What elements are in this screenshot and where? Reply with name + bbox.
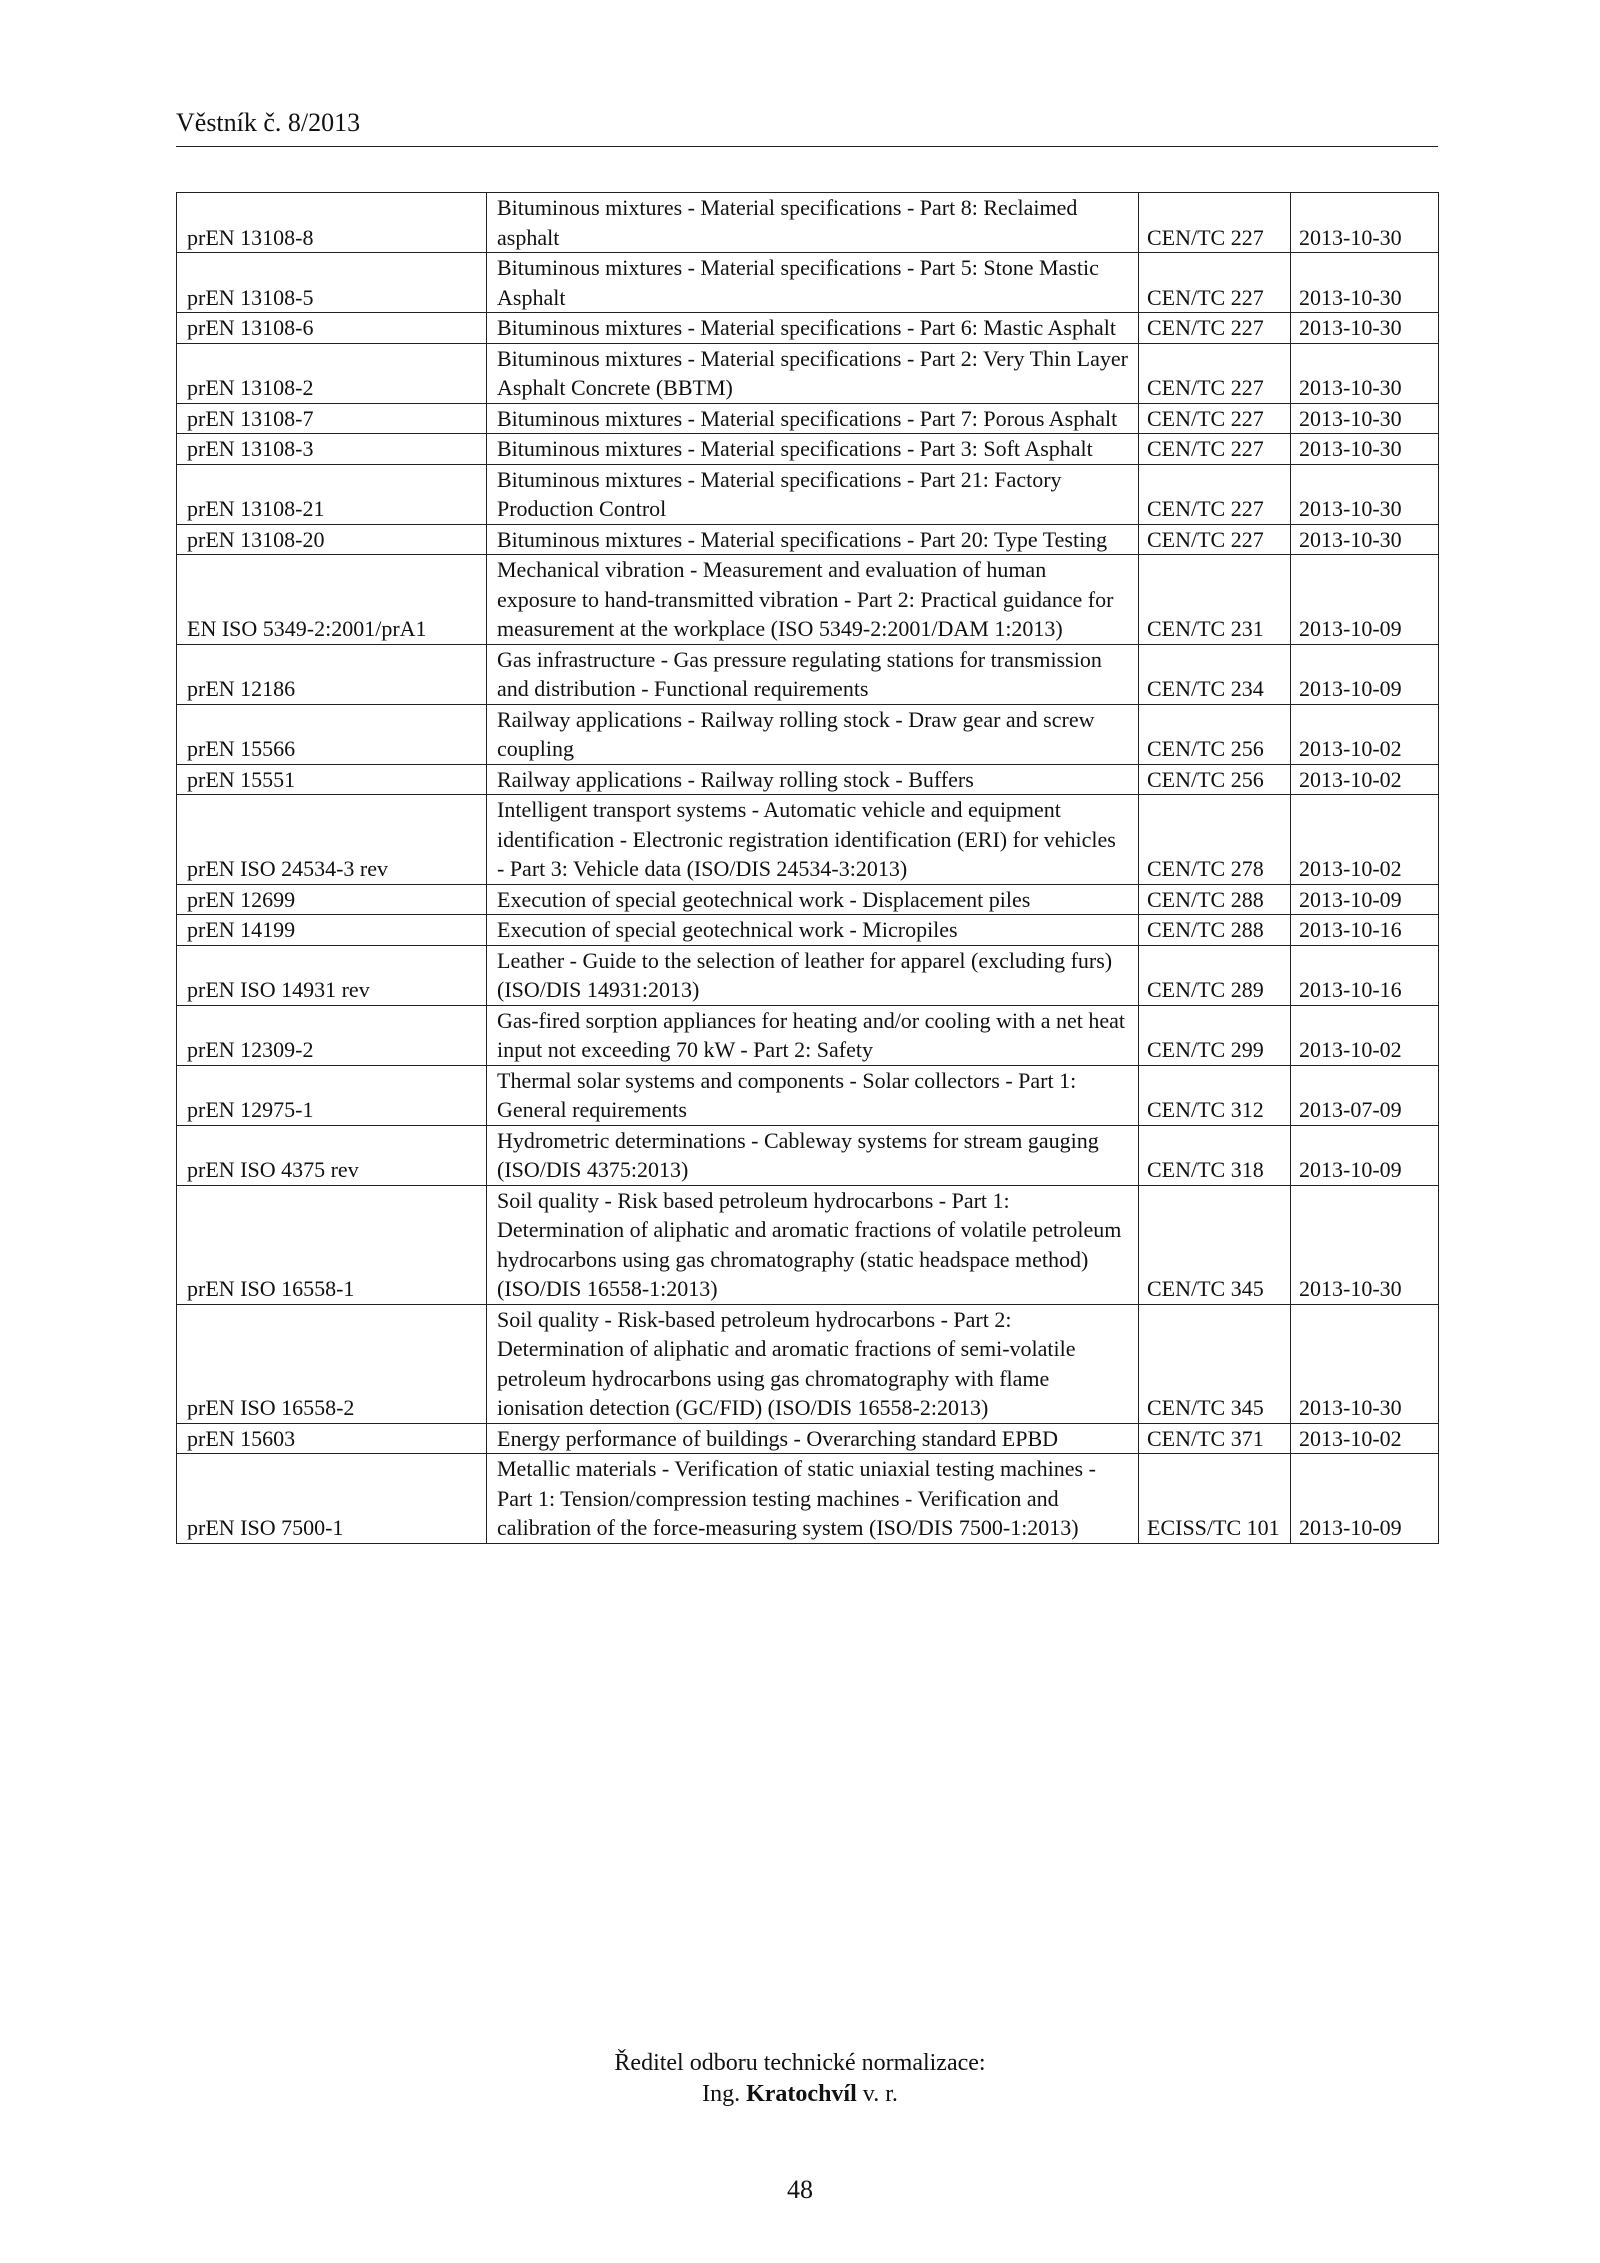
title-cell: Bituminous mixtures - Material specifications - Part 6: Mastic Asphalt	[487, 313, 1139, 344]
deadline-date-cell: 2013-10-09	[1291, 1125, 1439, 1185]
title-cell: Bituminous mixtures - Material specifications - Part 21: Factory Production Control	[487, 464, 1139, 524]
table-row	[177, 1454, 1439, 1544]
committee-cell: CEN/TC 227	[1139, 253, 1291, 313]
deadline-date-cell: 2013-10-30	[1291, 253, 1439, 313]
standard-code-cell: prEN ISO 14931 rev	[177, 945, 487, 1005]
table-row	[177, 1065, 1439, 1125]
standard-code-cell: prEN 13108-8	[177, 193, 487, 253]
standard-code-cell: prEN 12975-1	[177, 1065, 487, 1125]
committee-cell: CEN/TC 227	[1139, 403, 1291, 434]
standard-code-cell: prEN ISO 4375 rev	[177, 1125, 487, 1185]
committee-cell: CEN/TC 318	[1139, 1125, 1291, 1185]
title-cell: Bituminous mixtures - Material specifications - Part 3: Soft Asphalt	[487, 434, 1139, 465]
title-cell: Bituminous mixtures - Material specifications - Part 2: Very Thin Layer Asphalt Concrete (BBTM)	[487, 343, 1139, 403]
table-row	[177, 253, 1439, 313]
standard-code-cell: prEN ISO 7500-1	[177, 1454, 487, 1544]
committee-cell: CEN/TC 371	[1139, 1423, 1291, 1454]
table-row	[177, 1185, 1439, 1304]
title-cell: Intelligent transport systems - Automatic vehicle and equipment identification - Electronic registration identification (ERI) for vehicles - Part 3: Vehicle data (ISO/DIS 24534-3:2013)	[487, 795, 1139, 885]
title-cell: Railway applications - Railway rolling stock - Buffers	[487, 764, 1139, 795]
committee-cell: CEN/TC 312	[1139, 1065, 1291, 1125]
standard-code-cell: prEN 12186	[177, 644, 487, 704]
standard-code-cell: prEN 12699	[177, 884, 487, 915]
title-cell: Mechanical vibration - Measurement and evaluation of human exposure to hand-transmitted vibration - Part 2: Practical guidance for measurement at the workplace (ISO 5349-2:2001/DAM 1:2013)	[487, 555, 1139, 645]
standard-code-cell: prEN ISO 16558-2	[177, 1304, 487, 1423]
standards-table	[176, 192, 1439, 1544]
title-cell: Bituminous mixtures - Material specifications - Part 5: Stone Mastic Asphalt	[487, 253, 1139, 313]
deadline-date-cell: 2013-10-30	[1291, 403, 1439, 434]
standard-code-cell: prEN 15566	[177, 704, 487, 764]
title-cell: Bituminous mixtures - Material specifications - Part 20: Type Testing	[487, 524, 1139, 555]
committee-cell: CEN/TC 256	[1139, 704, 1291, 764]
committee-cell: CEN/TC 227	[1139, 434, 1291, 465]
standard-code-cell: prEN 13108-7	[177, 403, 487, 434]
page-header: Věstník č. 8/2013	[176, 108, 361, 137]
committee-cell: CEN/TC 256	[1139, 764, 1291, 795]
deadline-date-cell: 2013-10-09	[1291, 644, 1439, 704]
title-cell: Leather - Guide to the selection of leather for apparel (excluding furs) (ISO/DIS 14931:2013)	[487, 945, 1139, 1005]
title-cell: Thermal solar systems and components - Solar collectors - Part 1: General requirements	[487, 1065, 1139, 1125]
table-row	[177, 795, 1439, 885]
committee-cell: CEN/TC 345	[1139, 1304, 1291, 1423]
table-row	[177, 403, 1439, 434]
deadline-date-cell: 2013-10-16	[1291, 915, 1439, 946]
committee-cell: CEN/TC 227	[1139, 313, 1291, 344]
deadline-date-cell: 2013-10-09	[1291, 1454, 1439, 1544]
table-row	[177, 434, 1439, 465]
table-row	[177, 343, 1439, 403]
standard-code-cell: prEN 13108-2	[177, 343, 487, 403]
committee-cell: ECISS/TC 101	[1139, 1454, 1291, 1544]
deadline-date-cell: 2013-10-30	[1291, 1185, 1439, 1304]
deadline-date-cell: 2013-10-30	[1291, 434, 1439, 465]
title-cell: Gas infrastructure - Gas pressure regulating stations for transmission and distribution - Functional requirements	[487, 644, 1139, 704]
table-row	[177, 915, 1439, 946]
table-row	[177, 313, 1439, 344]
standard-code-cell: prEN 13108-21	[177, 464, 487, 524]
committee-cell: CEN/TC 299	[1139, 1005, 1291, 1065]
table-row	[177, 1423, 1439, 1454]
signature-title: Ředitel odboru technické normalizace:	[614, 2050, 986, 2076]
standard-code-cell: prEN ISO 16558-1	[177, 1185, 487, 1304]
signature-block	[0, 2048, 1600, 2110]
committee-cell: CEN/TC 231	[1139, 555, 1291, 645]
deadline-date-cell: 2013-10-30	[1291, 343, 1439, 403]
signature-prefix: Ing.	[702, 2081, 741, 2107]
table-row	[177, 945, 1439, 1005]
committee-cell: CEN/TC 227	[1139, 464, 1291, 524]
table-row	[177, 193, 1439, 253]
title-cell: Gas-fired sorption appliances for heating and/or cooling with a net heat input not exceeding 70 kW - Part 2: Safety	[487, 1005, 1139, 1065]
committee-cell: CEN/TC 288	[1139, 915, 1291, 946]
standard-code-cell: prEN 12309-2	[177, 1005, 487, 1065]
title-cell: Soil quality - Risk based petroleum hydrocarbons - Part 1: Determination of aliphatic and aromatic fractions of volatile petroleum hydrocarbons using gas chromatography (static headspace method) (ISO/DIS 16558-1:2013)	[487, 1185, 1139, 1304]
page-number: 48	[787, 2175, 813, 2204]
deadline-date-cell: 2013-10-30	[1291, 313, 1439, 344]
deadline-date-cell: 2013-10-16	[1291, 945, 1439, 1005]
deadline-date-cell: 2013-10-02	[1291, 704, 1439, 764]
table-row	[177, 555, 1439, 645]
title-cell: Bituminous mixtures - Material specifications - Part 7: Porous Asphalt	[487, 403, 1139, 434]
title-cell: Execution of special geotechnical work - Micropiles	[487, 915, 1139, 946]
standard-code-cell: prEN 15603	[177, 1423, 487, 1454]
signature-name: Kratochvíl	[746, 2081, 857, 2107]
deadline-date-cell: 2013-10-30	[1291, 524, 1439, 555]
table-row	[177, 1005, 1439, 1065]
table-row	[177, 1125, 1439, 1185]
title-cell: Metallic materials - Verification of static uniaxial testing machines - Part 1: Tension/compression testing machines - Verification and calibration of the force-measuring system (ISO/DIS 7500-1:2013)	[487, 1454, 1139, 1544]
deadline-date-cell: 2013-10-02	[1291, 1005, 1439, 1065]
title-cell: Energy performance of buildings - Overarching standard EPBD	[487, 1423, 1139, 1454]
standard-code-cell: prEN 13108-20	[177, 524, 487, 555]
deadline-date-cell: 2013-10-09	[1291, 555, 1439, 645]
title-cell: Railway applications - Railway rolling stock - Draw gear and screw coupling	[487, 704, 1139, 764]
standard-code-cell: prEN 13108-3	[177, 434, 487, 465]
standard-code-cell: prEN 14199	[177, 915, 487, 946]
committee-cell: CEN/TC 234	[1139, 644, 1291, 704]
table-row	[177, 884, 1439, 915]
title-cell: Bituminous mixtures - Material specifications - Part 8: Reclaimed asphalt	[487, 193, 1139, 253]
table-row	[177, 1304, 1439, 1423]
signature-suffix: v. r.	[862, 2081, 898, 2107]
deadline-date-cell: 2013-10-02	[1291, 1423, 1439, 1454]
committee-cell: CEN/TC 289	[1139, 945, 1291, 1005]
title-cell: Execution of special geotechnical work - Displacement piles	[487, 884, 1139, 915]
standard-code-cell: prEN 13108-6	[177, 313, 487, 344]
header-divider	[176, 146, 1438, 147]
table-row	[177, 464, 1439, 524]
committee-cell: CEN/TC 345	[1139, 1185, 1291, 1304]
signature-name-line	[0, 2079, 1600, 2110]
deadline-date-cell: 2013-10-02	[1291, 764, 1439, 795]
standard-code-cell: prEN ISO 24534-3 rev	[177, 795, 487, 885]
table-row	[177, 644, 1439, 704]
deadline-date-cell: 2013-10-02	[1291, 795, 1439, 885]
title-cell: Soil quality - Risk-based petroleum hydrocarbons - Part 2: Determination of aliphatic and aromatic fractions of semi-volatile petroleum hydrocarbons using gas chromatography with flame ionisation detection (GC/FID) (ISO/DIS 16558-2:2013)	[487, 1304, 1139, 1423]
committee-cell: CEN/TC 227	[1139, 193, 1291, 253]
committee-cell: CEN/TC 278	[1139, 795, 1291, 885]
deadline-date-cell: 2013-10-30	[1291, 1304, 1439, 1423]
title-cell: Hydrometric determinations - Cableway systems for stream gauging (ISO/DIS 4375:2013)	[487, 1125, 1139, 1185]
committee-cell: CEN/TC 288	[1139, 884, 1291, 915]
deadline-date-cell: 2013-10-30	[1291, 193, 1439, 253]
table-row	[177, 764, 1439, 795]
standard-code-cell: EN ISO 5349-2:2001/prA1	[177, 555, 487, 645]
standard-code-cell: prEN 13108-5	[177, 253, 487, 313]
standard-code-cell: prEN 15551	[177, 764, 487, 795]
table-row	[177, 524, 1439, 555]
deadline-date-cell: 2013-10-30	[1291, 464, 1439, 524]
deadline-date-cell: 2013-10-09	[1291, 884, 1439, 915]
standards-table-body	[177, 193, 1439, 1544]
committee-cell: CEN/TC 227	[1139, 524, 1291, 555]
committee-cell: CEN/TC 227	[1139, 343, 1291, 403]
deadline-date-cell: 2013-07-09	[1291, 1065, 1439, 1125]
table-row	[177, 704, 1439, 764]
